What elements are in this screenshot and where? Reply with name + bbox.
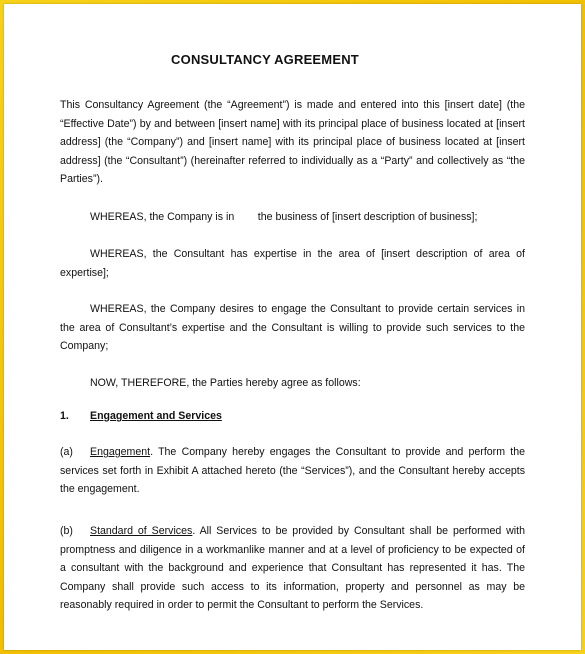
- clause-a-label: (a): [60, 446, 73, 458]
- intro-paragraph: This Consultancy Agreement (the “Agreement”) is made and entered into this [insert date] (the “Effective Date”) by and between [insert name] with its principal place of business located at [insert address] (the “Company”) and [insert name] with its principal place of business located at [insert address] (the “Consultant”) (hereinafter referred to individually as a “Party” and collectively as “the Parties”).: [60, 99, 525, 186]
- clause-a-paragraph: [60, 443, 525, 499]
- whereas-business-paragraph: WHEREAS, the Company is in the business of [insert description of business];: [90, 211, 478, 223]
- whereas-expertise-paragraph: WHEREAS, the Consultant has expertise in the area of [insert description of area of expertise];: [60, 248, 525, 279]
- clause-b-paragraph: [60, 522, 525, 615]
- document-page: [4, 4, 581, 650]
- section-heading-text: Engagement and Services: [90, 410, 222, 422]
- section-number: 1.: [60, 410, 69, 422]
- clause-b-label: (b): [60, 525, 73, 537]
- clause-b-text: . All Services to be provided by Consultant shall be performed with promptness and diligence in a workmanlike manner and at a level of proficiency to be expected of a consultant with the background and experience that Consultant has represented it has. The Company shall provide such access to its information, property and personnel as may be reasonably required in order to permit the Consultant to perform the Services.: [60, 525, 525, 612]
- clause-b-title: Standard of Services: [90, 525, 193, 537]
- clause-a-title: Engagement: [90, 446, 151, 458]
- section-1-heading: [60, 407, 525, 426]
- document-title: CONSULTANCY AGREEMENT: [171, 52, 359, 67]
- now-therefore-paragraph: NOW, THEREFORE, the Parties hereby agree as follows:: [90, 377, 361, 389]
- whereas-engage-paragraph: WHEREAS, the Company desires to engage the Consultant to provide certain services in the area of Consultant’s expertise and the Consultant is willing to provide such services to the Company;: [60, 303, 525, 353]
- clause-a-text: . The Company hereby engages the Consultant to provide and perform the services set forth in Exhibit A attached hereto (the “Services”), and the Consultant hereby accepts the engagement.: [60, 446, 525, 496]
